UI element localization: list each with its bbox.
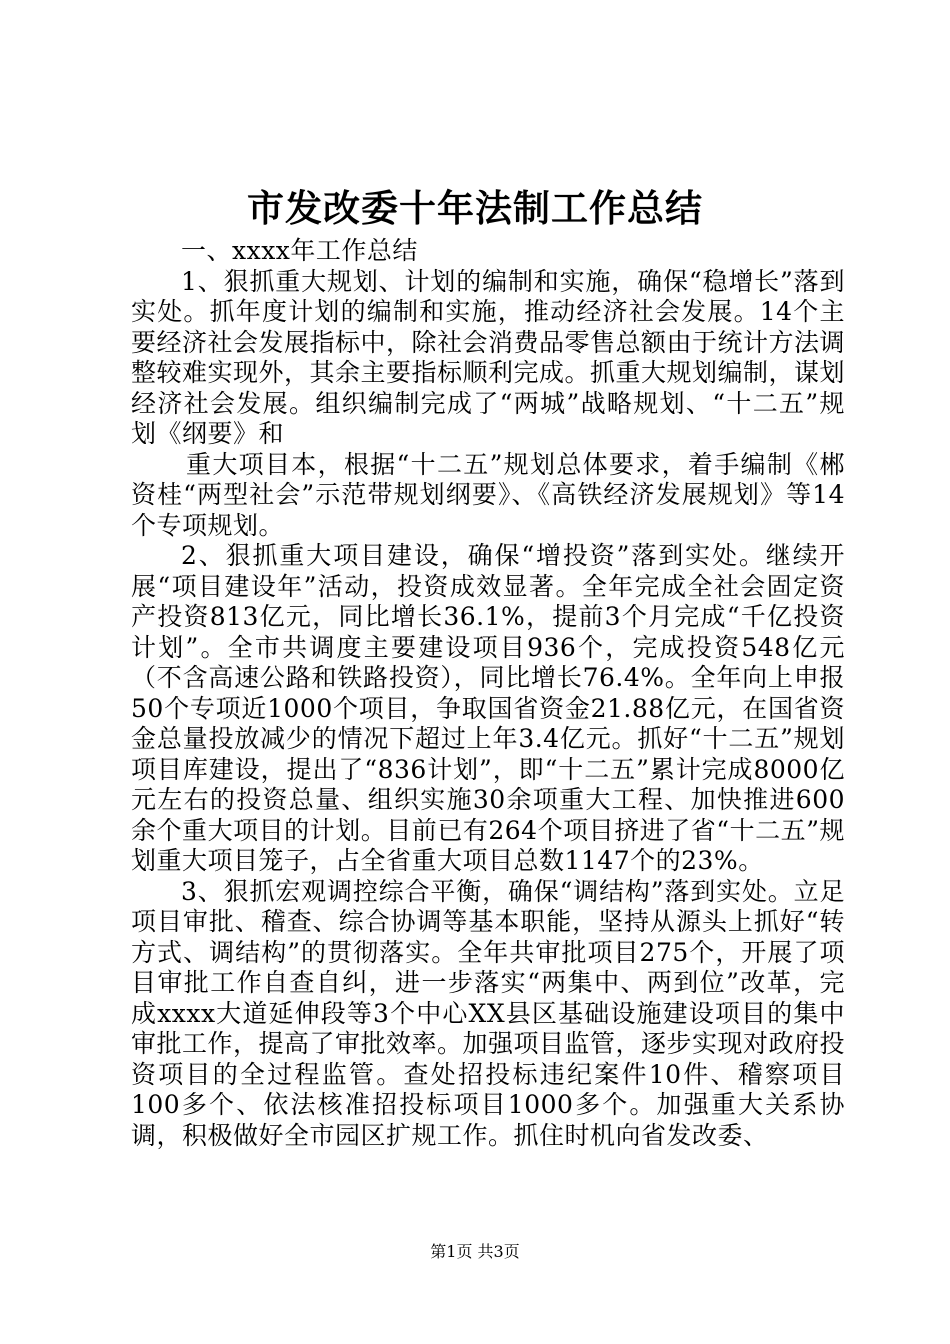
document-body [131, 236, 845, 1151]
paragraph: 1、狠抓重大规划、计划的编制和实施，确保“稳增长”落到实处。抓年度计划的编制和实施，推动经济社会发展。14个主要经济社会发展指标中，除社会消费品零售总额由于统计方法调整较难实现外，其余主要指标顺利完成。抓重大规划编制，谋划经济社会发展。组织编制完成了“两城”战略规划、“十二五”规划《纲要》和 [131, 266, 846, 448]
page-footer: 第1页 共3页 [430, 1242, 520, 1261]
paragraph: 2、狠抓重大项目建设，确保“增投资”落到实处。继续开展“项目建设年”活动，投资成效显著。全年完成全社会固定资产投资813亿元，同比增长36.1%，提前3个月完成“千亿投资计划”。全市共调度主要建设项目936个，完成投资548亿元（不含高速公路和铁路投资），同比增长76.4%。全年向上申报50个专项近1000个项目，争取国省资金21.88亿元，在国省资金总量投放减少的情况下超过上年3.4亿元。抓好“十二五”规划项目库建设，提出了“836计划”，即“十二五”累计完成8000亿元左右的投资总量、组织实施30余项重大工程、加快推进600余个重大项目的计划。目前已有264个项目挤进了省“十二五”规划重大项目笼子，占全省重大项目总数1147个的23%。 [131, 541, 845, 875]
paragraph: 重大项目本，根据“十二五”规划总体要求，着手编制《郴资桂“两型社会”示范带规划纲要》、《高铁经济发展规划》等14个专项规划。 [131, 449, 845, 540]
paragraph: 3、狠抓宏观调控综合平衡，确保“调结构”落到实处。立足项目审批、稽查、综合协调等基本职能，坚持从源头上抓好“转方式、调结构”的贯彻落实。全年共审批项目275个，开展了项目审批工作自查自纠，进一步落实“两集中、两到位”改革，完成xxxx大道延伸段等3个中心XX县区基础设施建设项目的集中审批工作，提高了审批效率。加强项目监管，逐步实现对政府投资项目的全过程监管。查处招投标违纪案件10件、稽察项目100多个、依法核准招投标项目1000多个。加强重大关系协调，积极做好全市园区扩规工作。抓住时机向省发改委、 [131, 876, 846, 1150]
section-heading: 一、xxxx年工作总结 [181, 236, 418, 265]
document-title: 市发改委十年法制工作总结 [247, 187, 703, 230]
